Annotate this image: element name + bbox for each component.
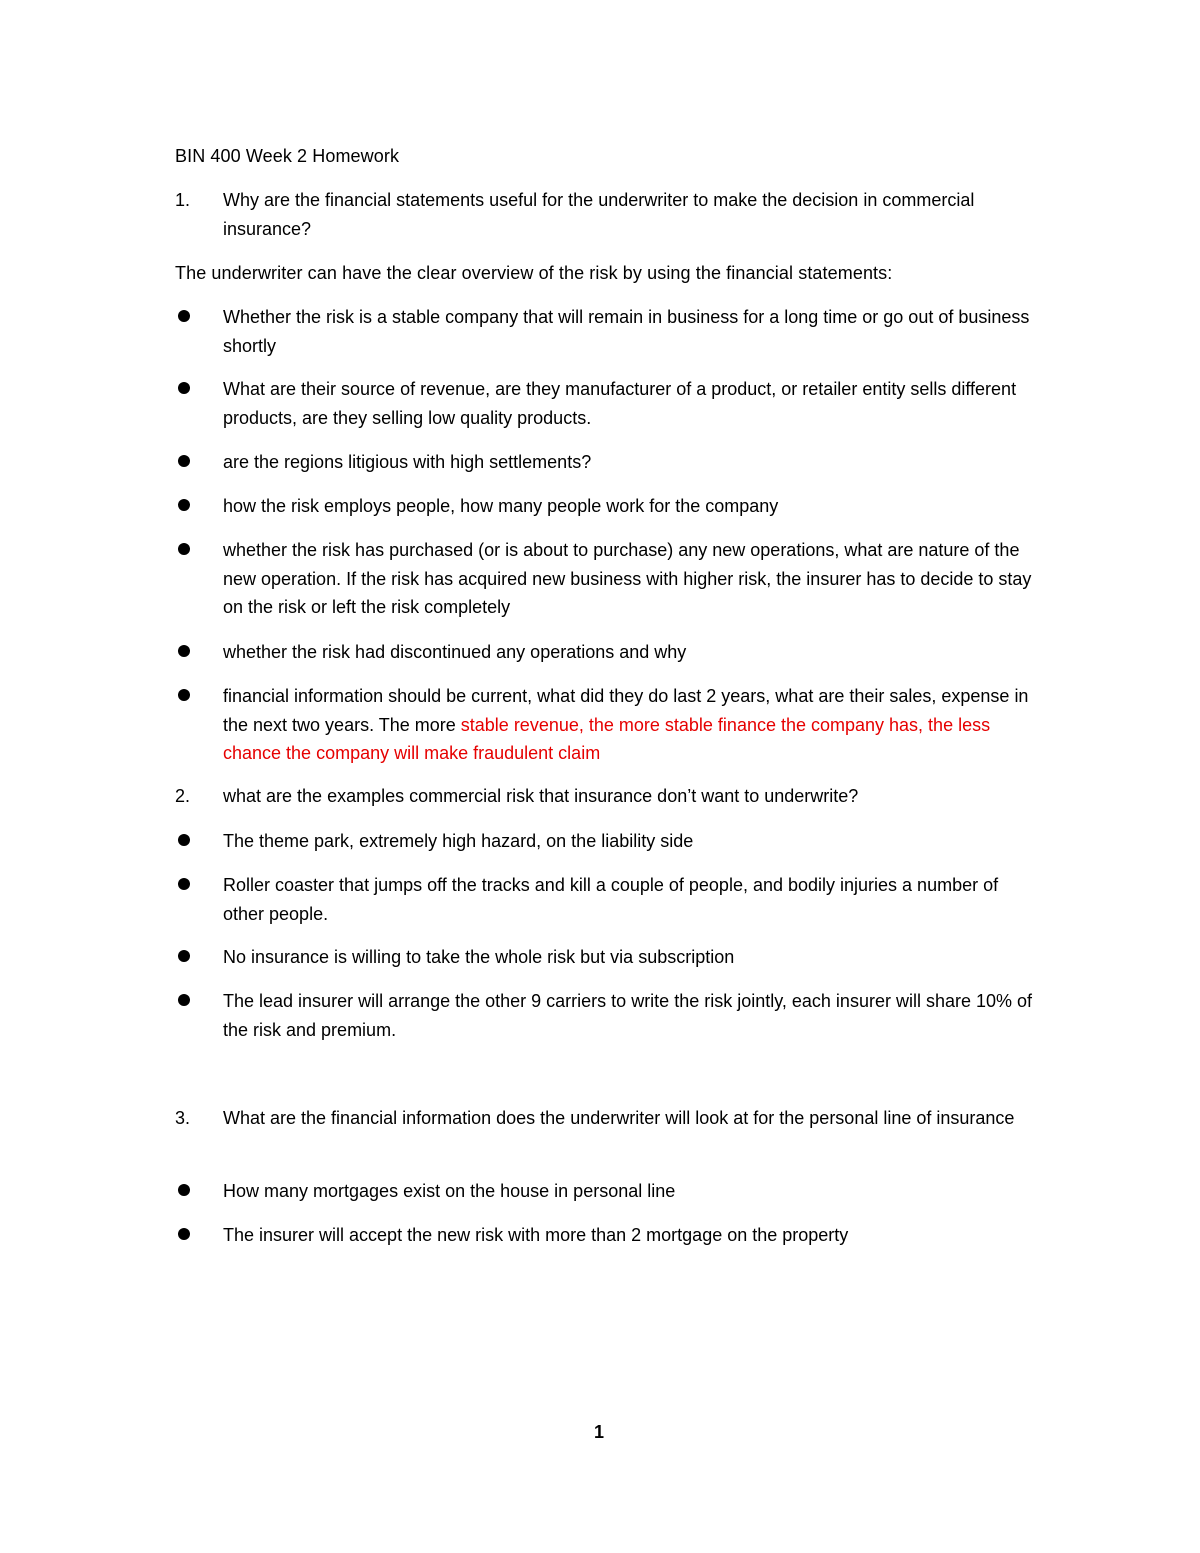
q2-bullet-2: Roller coaster that jumps off the tracks and kill a couple of people, and bodily injuries a number of other people. bbox=[223, 875, 999, 924]
q1-bullet-1: Whether the risk is a stable company that will remain in business for a long time or go out of business shortly bbox=[223, 307, 1030, 356]
bullet-icon bbox=[178, 382, 190, 394]
bullet-icon bbox=[178, 1184, 190, 1196]
bullet-icon bbox=[178, 689, 190, 701]
bullet-icon bbox=[178, 950, 190, 962]
question-2-number: 2. bbox=[175, 786, 191, 806]
q1-bullet-7-highlight: stable revenue, the more stable finance the company has, the less chance the company will make fraudulent claim bbox=[223, 714, 991, 763]
page-number: 1 bbox=[594, 1422, 605, 1442]
q1-bullet-7-plain: financial information should be current, what did they do last 2 years, what are their sales, expense in the next two years. The more bbox=[223, 686, 1029, 735]
bullet-icon bbox=[178, 645, 190, 657]
bullet-icon bbox=[178, 878, 190, 890]
bullet-icon bbox=[178, 994, 190, 1006]
bullet-icon bbox=[178, 499, 190, 511]
q2-bullet-3: No insurance is willing to take the whole risk but via subscription bbox=[223, 947, 735, 967]
q2-bullet-4: The lead insurer will arrange the other 9 carriers to write the risk jointly, each insurer will share 10% of the risk and premium. bbox=[223, 991, 1033, 1040]
bullet-icon bbox=[178, 834, 190, 846]
q3-bullet-1: How many mortgages exist on the house in personal line bbox=[223, 1181, 676, 1201]
q1-bullet-6: whether the risk had discontinued any operations and why bbox=[223, 642, 687, 662]
q2-bullet-1: The theme park, extremely high hazard, on the liability side bbox=[223, 831, 694, 851]
question-3-text: What are the financial information does the underwriter will look at for the personal line of insurance bbox=[223, 1108, 1015, 1128]
q1-bullet-4: how the risk employs people, how many people work for the company bbox=[223, 496, 779, 516]
q3-bullet-2: The insurer will accept the new risk with more than 2 mortgage on the property bbox=[223, 1225, 849, 1245]
q1-bullet-7 bbox=[223, 682, 1033, 768]
bullet-icon bbox=[178, 1228, 190, 1240]
q1-bullet-5: whether the risk has purchased (or is about to purchase) any new operations, what are nature of the new operation. If the risk has acquired new business with higher risk, the insurer has to decide to stay on the risk or left the risk completely bbox=[223, 540, 1032, 617]
bullet-icon bbox=[178, 310, 190, 322]
question-1-number: 1. bbox=[175, 190, 191, 210]
bullet-icon bbox=[178, 543, 190, 555]
q1-bullet-3: are the regions litigious with high settlements? bbox=[223, 452, 592, 472]
q1-bullet-2: What are their source of revenue, are they manufacturer of a product, or retailer entity sells different products, are they selling low quality products. bbox=[223, 379, 1017, 428]
document-title: BIN 400 Week 2 Homework bbox=[175, 146, 400, 166]
question-1-text: Why are the financial statements useful for the underwriter to make the decision in commercial insurance? bbox=[223, 190, 975, 239]
question-2-text: what are the examples commercial risk that insurance don’t want to underwrite? bbox=[223, 786, 859, 806]
bullet-icon bbox=[178, 455, 190, 467]
question-3-number: 3. bbox=[175, 1108, 191, 1128]
intro-paragraph: The underwriter can have the clear overview of the risk by using the financial statements: bbox=[175, 263, 893, 283]
